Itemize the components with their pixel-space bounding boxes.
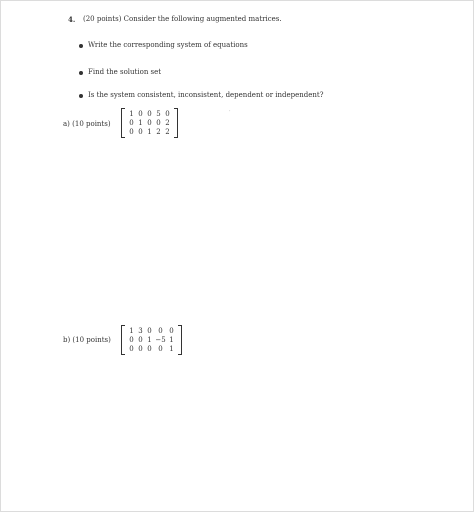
matrix-row (127, 110, 172, 119)
right-bracket (178, 325, 182, 355)
bullet-consistency: Is the system consistent, inconsistent, dependent or independent? (88, 91, 324, 99)
right-bracket (174, 108, 178, 138)
bullet-solution-set: Find the solution set (88, 68, 162, 76)
matrix-row (127, 119, 172, 128)
question-header: (20 points) Consider the following augmented matrices. (83, 15, 282, 23)
matrix-cell: 0 (158, 326, 163, 335)
matrix-cell: 0 (169, 326, 174, 335)
bullet-dot (79, 44, 83, 48)
matrix-cell: −5 (155, 335, 166, 344)
matrix-cell: 0 (147, 326, 152, 335)
matrix-row (127, 327, 176, 336)
matrix-cell: 1 (147, 127, 152, 136)
matrix-cell: 1 (147, 335, 152, 344)
matrix-cell: 0 (129, 344, 134, 353)
matrix-cell: 3 (138, 326, 143, 335)
matrix-cell: 0 (147, 109, 152, 118)
matrix-row (127, 345, 176, 354)
question-number: 4. (68, 15, 76, 24)
matrix-cell: 1 (138, 118, 143, 127)
matrix-row (127, 336, 176, 345)
matrix-cell: 0 (147, 118, 152, 127)
matrix-cell: 1 (129, 109, 134, 118)
bullet-dot (79, 71, 83, 75)
matrix-cell: 2 (165, 118, 170, 127)
part-a-matrix (121, 108, 178, 138)
matrix-cell: 0 (129, 127, 134, 136)
matrix-cell: 1 (169, 335, 174, 344)
part-b-matrix (121, 325, 182, 355)
bullet-write-system: Write the corresponding system of equations (88, 41, 248, 49)
matrix-cell: 1 (129, 326, 134, 335)
matrix-cell: 1 (169, 344, 174, 353)
matrix-cell: 0 (147, 344, 152, 353)
matrix-cell: 0 (138, 344, 143, 353)
matrix-cell: 5 (156, 109, 161, 118)
matrix-cell: 0 (158, 344, 163, 353)
matrix-row (127, 128, 172, 137)
matrix-cell: 2 (165, 127, 170, 136)
part-a-label: a) (10 points) (63, 120, 111, 128)
part-b-label: b) (10 points) (63, 336, 111, 344)
matrix-cell: 0 (156, 118, 161, 127)
matrix-cell: 0 (129, 118, 134, 127)
matrix-cell: 0 (129, 335, 134, 344)
matrix-cell: 0 (138, 109, 143, 118)
matrix-cell: 0 (138, 127, 143, 136)
matrix-cell: 0 (165, 109, 170, 118)
bullet-dot (79, 94, 83, 98)
matrix-cell: 0 (138, 335, 143, 344)
stray-mark: ′ (229, 110, 231, 117)
matrix-cell: 2 (156, 127, 161, 136)
